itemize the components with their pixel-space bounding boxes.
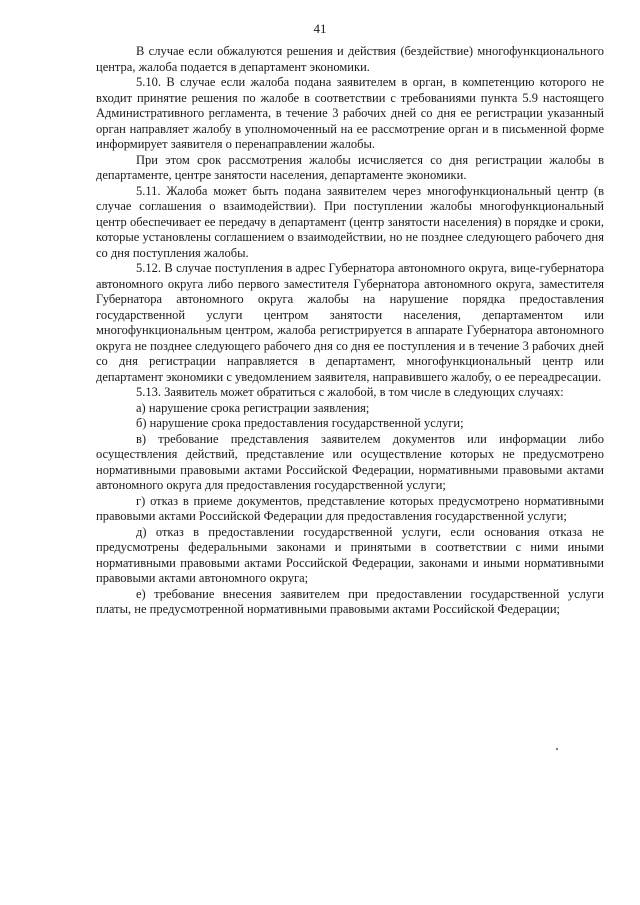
list-item-d: д) отказ в предоставлении государственной услуги, если основания отказа не предусмотрены федеральными законами и принятыми в соответствии с ними иными нормативными правовыми актами Российской Федерации, законами и иными нормативными правовыми актами автономного округа; [96, 524, 604, 585]
list-item-b: б) нарушение срока предоставления государственной услуги; [136, 416, 464, 430]
paragraph-review-term: При этом срок рассмотрения жалобы исчисляется со дня регистрации жалобы в департаменте, центре занятости населения, департаменте экономики. [96, 152, 604, 182]
list-item-a: а) нарушение срока регистрации заявления; [136, 400, 370, 415]
paragraph-5-10: 5.10. В случае если жалоба подана заявителем в орган, в компетенцию которого не входит принятие решения по жалобе в соответствии с требованиями пункта 5.9 настоящего Административного регламента, в течение 3 рабочих дней со дня ее регистрации указанный орган направляет жалобу в уполномоченный на ее рассмотрение орган и в письменной форме информирует заявителя о перенаправлении жалобы. [96, 75, 604, 151]
list-item-e: е) требование внесения заявителем при предоставлении государственной услуги платы, не предусмотренной нормативными правовыми актами Российской Федерации; [96, 586, 604, 616]
scan-speck [556, 748, 558, 750]
document-body [96, 44, 604, 618]
paragraph-5-13: 5.13. Заявитель может обратиться с жалобой, в том числе в следующих случаях: [136, 385, 564, 399]
paragraph-5-11: 5.11. Жалоба может быть подана заявителем через многофункциональный центр (в случае соглашения о взаимодействии). При поступлении жалобы многофункциональный центр обеспечивает ее передачу в департамент (центр занятости населения) в порядке и сроки, которые установлены соглашением о взаимодействии, но не позднее следующего рабочего дня со дня поступления жалобы. [96, 183, 604, 260]
list-item-g: г) отказ в приеме документов, представление которых предусмотрено нормативными правовыми актами Российской Федерации для предоставления государственной услуги; [96, 493, 604, 523]
paragraph-5-12: 5.12. В случае поступления в адрес Губернатора автономного округа, вице-губернатора автономного округа либо первого заместителя Губернатора автономного округа, заместителя Губернатора автономного округа жалобы на нарушение порядка предоставления государственной услуги центром занятости населения, департаментом или многофункциональным центром, жалоба регистрируется в аппарате Губернатора автономного округа не позднее следующего рабочего дня со дня ее поступления и в течение 3 рабочих дней со дня регистрации направляется в департамент, многофункциональный центр или департамент экономики с уведомлением заявителя, направившего жалобу, о ее переадресации. [96, 261, 604, 384]
paragraph-mfc-appeal: В случае если обжалуются решения и действия (бездействие) многофункционального центра, жалоба подается в департамент экономики. [96, 44, 604, 74]
list-item-v: в) требование представления заявителем документов или информации либо осуществления действий, представление или осуществление которых не предусмотрено нормативными правовыми актами Российской Федерации, нормативными правовыми актами автономного округа для предоставления государственной услуги; [96, 431, 604, 492]
page-number: 41 [313, 21, 327, 36]
